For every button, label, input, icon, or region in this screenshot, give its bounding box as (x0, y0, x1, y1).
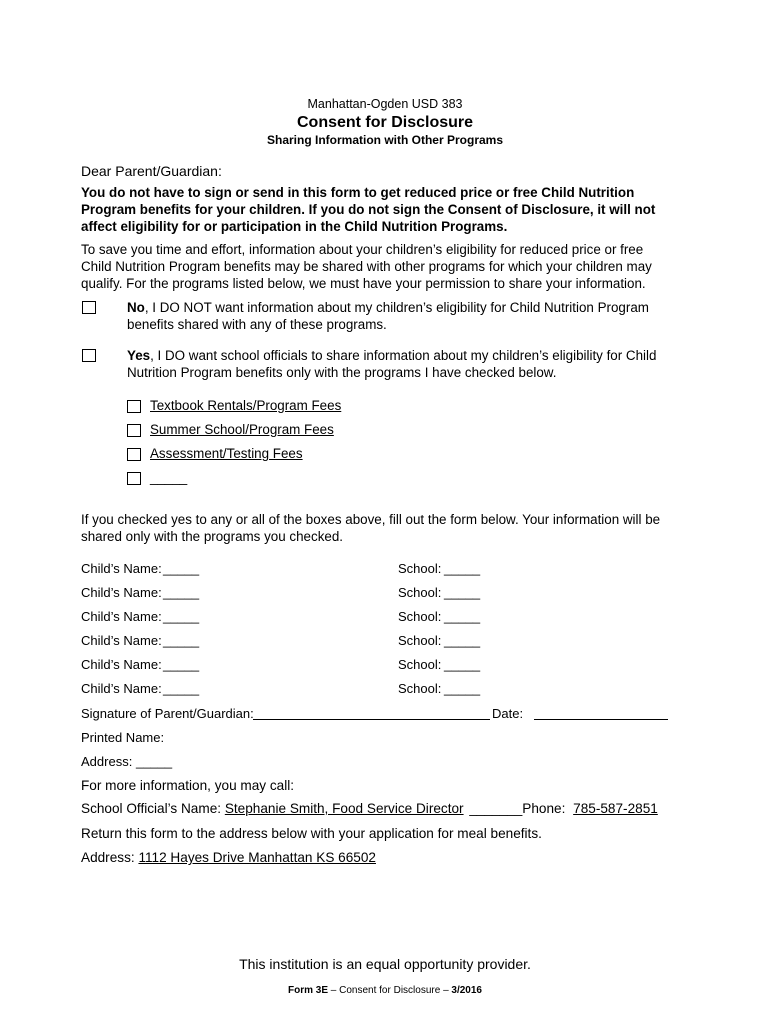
child-name-field-2[interactable]: _____ (163, 585, 200, 600)
school-label-3: School: (398, 609, 442, 624)
official-label: School Official’s Name: (81, 801, 222, 816)
program-label-textbook: Textbook Rentals/Program Fees (150, 398, 342, 413)
form-title: Consent for Disclosure (296, 114, 474, 131)
yes-consent-line-1 (127, 348, 656, 364)
program-label-summer-school: Summer School/Program Fees (150, 422, 334, 437)
footer-form-name: – Consent for Disclosure – (328, 985, 452, 996)
signature-field[interactable] (253, 719, 490, 720)
no-consent-line-1 (127, 300, 649, 316)
school-field-2[interactable]: _____ (444, 585, 481, 600)
child-name-label-6: Child’s Name: (81, 681, 162, 696)
program-checkbox-summer-school[interactable] (127, 424, 141, 437)
footer-date: 3/2016 (451, 985, 482, 996)
school-label-6: School: (398, 681, 442, 696)
equal-opportunity-statement: This institution is an equal opportunity provider. (239, 956, 531, 972)
school-field-4[interactable]: _____ (444, 633, 481, 648)
date-field[interactable] (534, 719, 668, 720)
return-address-line (81, 850, 376, 866)
yes-label: Yes (127, 348, 151, 363)
district-name: Manhattan-Ogden USD 383 (307, 97, 463, 111)
child-name-label-2: Child’s Name: (81, 585, 162, 600)
child-name-label-1: Child’s Name: (81, 561, 162, 576)
yes-consent-text: , I DO want school officials to share information about my children’s eligibility for Child (150, 348, 657, 363)
notice-line-1: You do not have to sign or send in this form to get reduced price or free Child Nutrition (81, 185, 635, 200)
school-label-2: School: (398, 585, 442, 600)
return-address-value: 1112 Hayes Drive Manhattan KS 66502 (138, 850, 376, 865)
no-consent-text: , I DO NOT want information about my children’s eligibility for Child Nutrition Program (144, 300, 649, 315)
child-name-field-4[interactable]: _____ (163, 633, 200, 648)
intro-line-1: To save you time and effort, information about your children’s eligibility for reduced price or free (81, 242, 644, 257)
no-consent-checkbox[interactable] (82, 301, 96, 314)
form-footer (0, 985, 770, 997)
school-label-1: School: (398, 561, 442, 576)
phone-label: Phone: (522, 801, 566, 816)
child-name-field-3[interactable]: _____ (163, 609, 200, 624)
child-name-field-6[interactable]: _____ (163, 681, 200, 696)
official-name: Stephanie Smith, Food Service Director (224, 801, 464, 816)
child-name-label-4: Child’s Name: (81, 633, 162, 648)
school-label-5: School: (398, 657, 442, 672)
address-label: Address: (81, 754, 133, 769)
date-label: Date: (492, 706, 524, 721)
no-label: No (127, 300, 145, 315)
child-name-label-3: Child’s Name: (81, 609, 162, 624)
salutation: Dear Parent/Guardian: (81, 163, 222, 179)
yes-consent-checkbox[interactable] (82, 349, 96, 362)
school-label-4: School: (398, 633, 442, 648)
intro-line-2: Child Nutrition Program benefits may be shared with other programs for which your children may (81, 259, 652, 274)
notice-line-3: affect eligibility for or participation in the Child Nutrition Programs. (81, 219, 508, 234)
yes-consent-line-2: Nutrition Program benefits only with the programs I have checked below. (127, 365, 557, 380)
official-line (81, 801, 658, 817)
signature-label: Signature of Parent/Guardian: (81, 706, 254, 721)
school-field-3[interactable]: _____ (444, 609, 481, 624)
official-phone[interactable]: 785-587-2851 (573, 801, 658, 816)
address-field[interactable]: _____ (136, 754, 173, 769)
return-text: Return this form to the address below with your application for meal benefits. (81, 826, 542, 841)
program-checkbox-textbook[interactable] (127, 400, 141, 413)
child-name-label-5: Child’s Name: (81, 657, 162, 672)
school-field-6[interactable]: _____ (444, 681, 481, 696)
program-label-other-blank: _____ (150, 470, 188, 485)
program-checkbox-other[interactable] (127, 472, 141, 485)
instructions-line-1: If you checked yes to any or all of the boxes above, fill out the form below. Your information will be (81, 512, 661, 527)
program-checkbox-assessment[interactable] (127, 448, 141, 461)
notice-line-2: Program benefits for your children. If you do not sign the Consent of Disclosure, it will not (81, 202, 656, 217)
intro-line-3: qualify. For the programs listed below, we must have your permission to share your information. (81, 276, 646, 291)
instructions-line-2: shared only with the programs you checked. (81, 529, 344, 544)
school-field-1[interactable]: _____ (444, 561, 481, 576)
form-subtitle: Sharing Information with Other Programs (266, 133, 504, 147)
return-address-label: Address: (81, 850, 135, 865)
no-consent-line-2: benefits shared with any of these programs. (127, 317, 387, 332)
program-label-assessment: Assessment/Testing Fees (150, 446, 303, 461)
official-blank: _______ (469, 801, 523, 816)
child-name-field-5[interactable]: _____ (163, 657, 200, 672)
footer-form-id: Form 3E (288, 985, 329, 996)
call-text: For more information, you may call: (81, 778, 295, 793)
printed-name-label: Printed Name: (81, 730, 165, 745)
child-name-field-1[interactable]: _____ (163, 561, 200, 576)
school-field-5[interactable]: _____ (444, 657, 481, 672)
